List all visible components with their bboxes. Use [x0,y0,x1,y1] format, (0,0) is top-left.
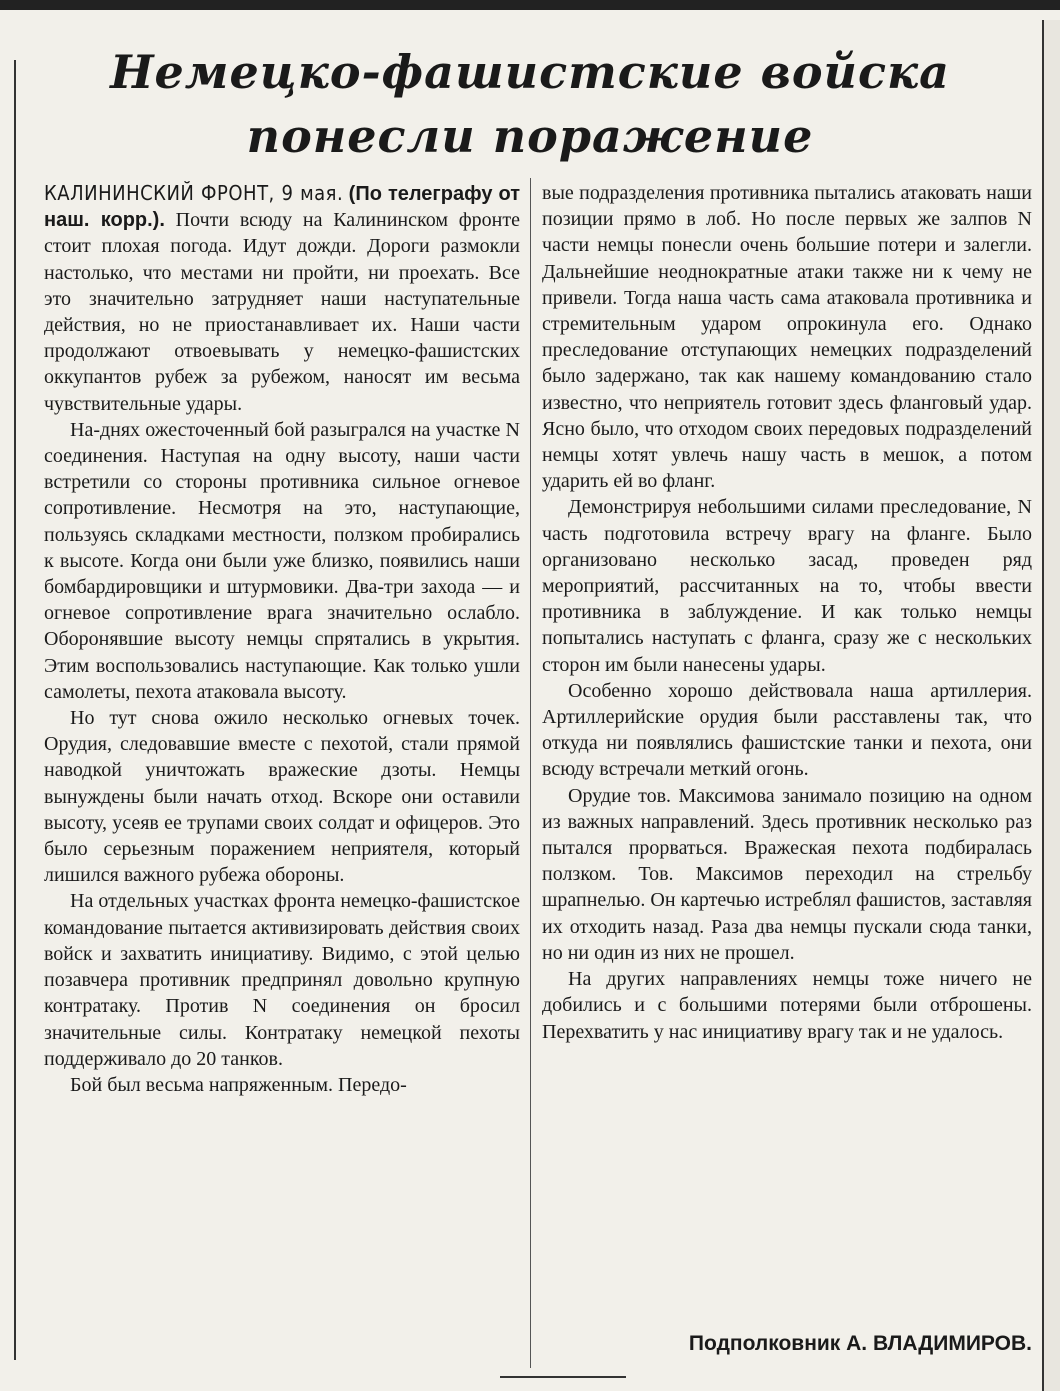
source-note: (По телеграфу от наш. корр.). [44,183,520,232]
author-signature: Подполковник А. ВЛАДИМИРОВ. [688,1332,1032,1355]
paragraph: На других направлениях немцы тоже ничего не добились и с большими потерями были отброшены. Перехватить у нас инициативу врагу так и не удалось. [542,968,1032,1043]
headline-line-2: понесли поражение [246,109,814,163]
column-divider [530,178,531,1368]
article-column-right [542,180,1032,1045]
headline-line-1: Немецко-фашистские войска [110,45,950,99]
article-column-left [44,180,520,1098]
paragraph: На-днях ожесточенный бой разыгрался на участке N соединения. Наступая на одну высоту, наши части встретили со стороны противника сильное огневое сопротивление. Несмотря на это, наступающие, пользуясь складками местности, ползком пробирались к высоте. Когда они были уже близко, появились наши бомбардировщики и штурмовики. Два-три захода — и огневое сопротивление врага значительно ослабло. Оборонявшие высоту немцы спрятались в укрытия. Этим воспользовались наступающие. Как только ушли самолеты, пехота атаковала высоту. [44,418,520,703]
paragraph: Орудие тов. Максимова занимало позицию на одном из важных направлений. Здесь противник несколько раз пытался прорваться. Вражеская пехота подбиралась ползком. Тов. Максимов переходил на стрельбу шрапнелью. Он картечью истреблял фашистов, заставляя их отходить назад. Раза два немцы пускали сюда танки, но ни один из них не прошел. [542,784,1032,964]
left-margin-rule [14,60,16,1360]
paragraph: На отдельных участках фронта немецко-фашистское командование пытается активизировать действия своих войск и захватить инициативу. Видимо, с этой целью позавчера противник предпринял довольно крупную контратаку. Против N соединения он бросил значительные силы. Контратаку немецкой пехоты поддерживало до 20 танков. [44,890,520,1070]
adjacent-column-edge [1042,20,1060,1391]
paragraph: Но тут снова ожило несколько огневых точек. Орудия, следовавшие вместе с пехотой, стали прямой наводкой уничтожать вражеские дзоты. Немцы вынуждены были начать отход. Вскоре они оставили высоту, усеяв ее трупами своих солдат и офицеров. Это было серьезным поражением неприятеля, который лишился важного рубежа обороны. [44,707,520,887]
article-headline [40,40,1020,168]
lead-text: Почти всюду на Калининском фронте стоит плохая погода. Идут дожди. Дороги размокли настолько, что местами ни пройти, ни проехать. Все это значительно затрудняет наши наступательные действия, но не приостанавливает их. Наши части продолжают отвоевывать у немецко-фашистских оккупантов рубеж за рубежом, наносят им весьма чувствительные удары. [44,209,521,415]
dateline: КАЛИНИНСКИЙ ФРОНТ, 9 мая. [44,181,344,205]
lead-paragraph [44,180,520,417]
paragraph: вые подразделения противника пытались атаковать наши позиции прямо в лоб. Но после первых же залпов N части немцы понесли очень большие потери и залегли. Дальнейшие неоднократные атаки также ни к чему не привели. Тогда наша часть сама атаковала противника и стремительным ударом опрокинула его. Однако преследование отступающих немецких подразделений было задержано, так как нашему командованию стало известно, что неприятель готовит здесь фланговый удар. Ясно было, что отходом своих передовых подразделений немцы хотят увлечь нашу часть в мешок, а потом ударить ей во фланг. [542,182,1032,493]
paragraph: Демонстрируя небольшими силами преследование, N часть подготовила встречу врагу на фланге. Было организовано несколько засад, проведен ряд мероприятий, рассчитанных на то, чтобы ввести противника в заблуждение. И как только немцы попытались наступать с фланга, сразу же с нескольких сторон им были нанесены удары. [542,496,1032,676]
top-rule [0,0,1060,10]
paragraph: Особенно хорошо действовала наша артиллерия. Артиллерийские орудия были расставлены так, что откуда ни появлялись фашистские танки и пехота, они всюду встречали меткий огонь. [542,679,1032,781]
bottom-rule [500,1376,626,1378]
paragraph: Бой был весьма напряженным. Передо- [70,1073,407,1096]
